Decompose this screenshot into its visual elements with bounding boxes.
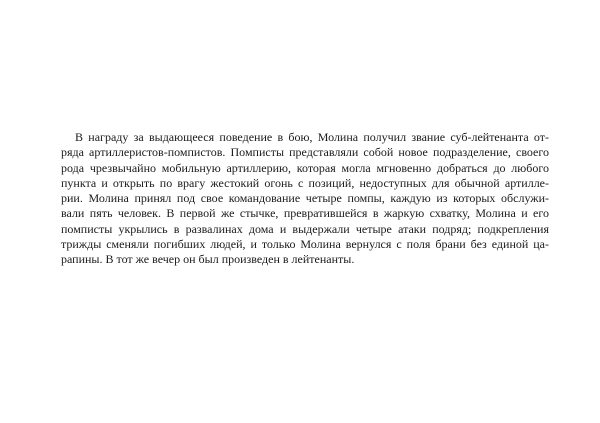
paragraph-line: рапины. В тот же вечер он был произведен в лейтенанты. [61, 252, 355, 266]
paragraph-line: В награду за выдающееся поведение в бою, Молина получил звание суб-лейтенанта от- [75, 130, 549, 144]
body-paragraph [61, 130, 549, 267]
paragraph-line: ряда артиллеристов-помпистов. Помписты представляли собой новое подразделение, своего [61, 145, 549, 160]
paragraph-line: трижды сменяли погибших людей, и только Молина вернулся с поля брани без единой ца- [61, 236, 549, 251]
paragraph-line: пункта и открыть по врагу жестокий огонь с позиций, недоступных для обычной артилле- [61, 175, 549, 190]
paragraph-line: рода чрезвычайно мобильную артиллерию, которая могла мгновенно добраться до любого [61, 160, 549, 175]
paragraph-line: вали пять человек. В первой же стычке, превратившейся в жаркую схватку, Молина и его [61, 206, 549, 221]
paragraph-line: рии. Молина принял под свое командование четыре помпы, каждую из которых обслужи- [61, 191, 549, 205]
paragraph-line: помписты укрылись в развалинах дома и выдержали четыре атаки подряд; подкрепления [61, 221, 549, 236]
